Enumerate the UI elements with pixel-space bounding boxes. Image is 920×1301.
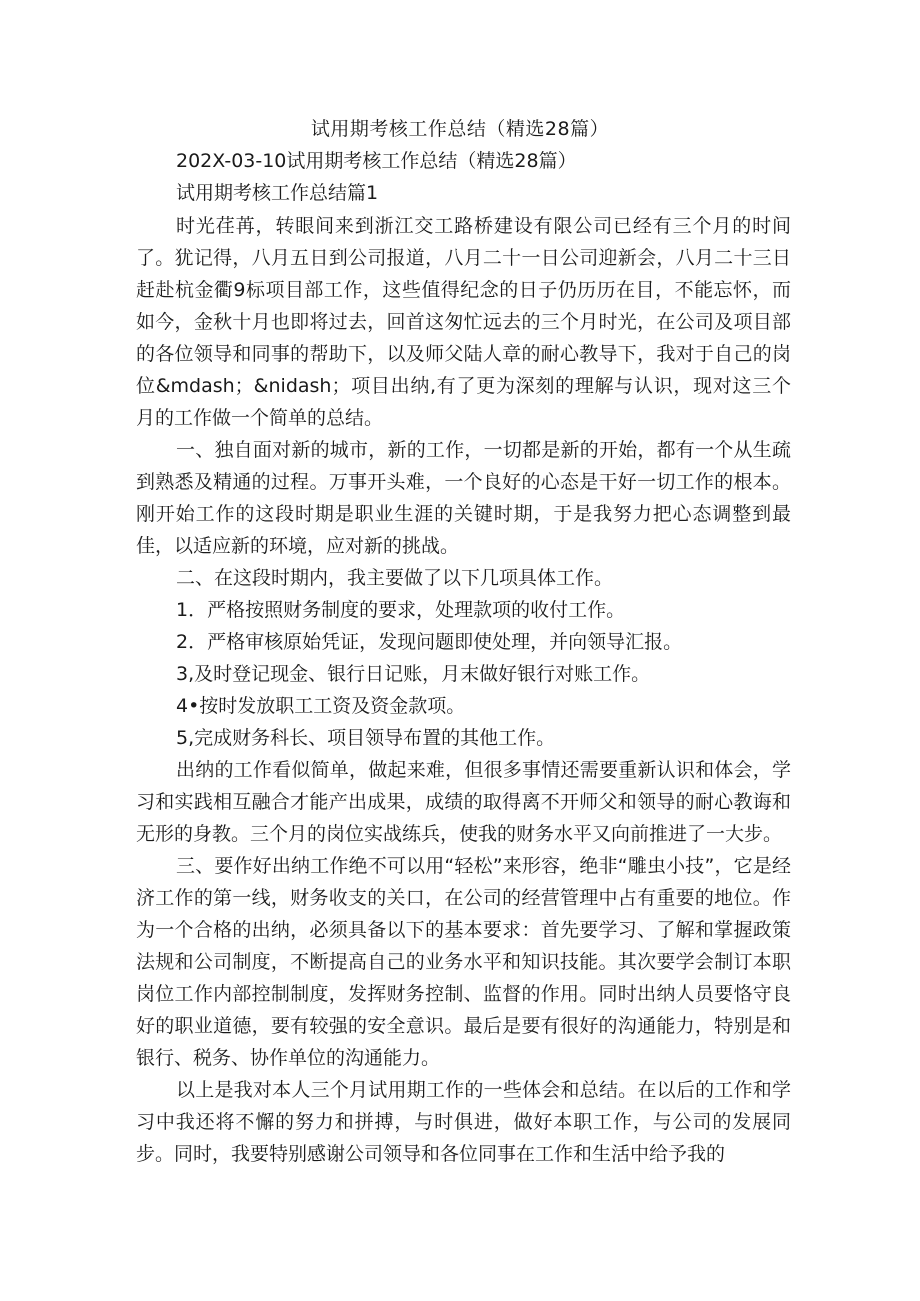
document-title: 试用期考核工作总结（精选28篇） — [310, 118, 610, 140]
list-item: 4•按时发放职工工资及资金款项。 — [176, 695, 466, 717]
paragraph-intro: 时光荏苒，转眼间来到浙江交工路桥建设有限公司已经有三个月的时间了。犹记得，八月五日到公司报道，八月二十一日公司迎新会，八月二十三日赶赴杭金衢9标项目部工作，这些值得纪念的日子仍历历在目，不能忘怀，而如今，金秋十月也即将过去，回首这匆忙远去的三个月时光，在公司及项目部的各位领导和同事的帮助下，以及师父陆人章的耐心教导下，我对于自己的岗位&mdash；&nidash；项目出纳,有了更为深刻的理解与认识，现对这三个月的工作做一个简单的总结。 — [136, 215, 791, 429]
document-subtitle: 202X-03-10试用期考核工作总结（精选28篇） — [176, 150, 577, 172]
paragraph-reflection: 出纳的工作看似简单，做起来难，但很多事情还需要重新认识和体会，学习和实践相互融合才能产出成果，成绩的取得离不开师父和领导的耐心教诲和无形的身教。三个月的岗位实战练兵，使我的财务水平又向前推进了一大步。 — [136, 759, 791, 845]
paragraph-conclusion: 以上是我对本人三个月试用期工作的一些体会和总结。在以后的工作和学习中我还将不懈的努力和拼搏，与时俱进，做好本职工作，与公司的发展同步。同时，我要特别感谢公司领导和各位同事在工作和生活中给予我的 — [136, 1079, 791, 1165]
list-item: 2．严格审核原始凭证，发现问题即使处理，并向领导汇报。 — [176, 631, 683, 653]
list-item: 3,及时登记现金、银行日记账，月末做好银行对账工作。 — [176, 663, 651, 685]
paragraph-part-three: 三、要作好出纳工作绝不可以用“轻松”来形容，绝非“雕虫小技”，它是经济工作的第一线，财务收支的关口，在公司的经营管理中占有重要的地位。作为一个合格的出纳，必须具备以下的基本要求：首先要学习、了解和掌握政策法规和公司制度，不断提高自己的业务水平和知识技能。其次要学会制订本职岗位工作内部控制制度，发挥财务控制、监督的作用。同时出纳人员要恪守良好的职业道德，要有较强的安全意识。最后是要有很好的沟通能力，特别是和银行、税务、协作单位的沟通能力。 — [136, 855, 791, 1069]
list-item: 5,完成财务科长、项目领导布置的其他工作。 — [176, 727, 556, 749]
document-body — [136, 210, 791, 1170]
paragraph-part-one: 一、独自面对新的城市，新的工作，一切都是新的开始，都有一个从生疏到熟悉及精通的过程。万事开头难，一个良好的心态是干好一切工作的根本。刚开始工作的这段时期是职业生涯的关键时期，于是我努力把心态调整到最佳，以适应新的环境，应对新的挑战。 — [136, 439, 791, 557]
list-item: 1．严格按照财务制度的要求，处理款项的收付工作。 — [176, 599, 626, 621]
paragraph-part-two: 二、在这段时期内，我主要做了以下几项具体工作。 — [176, 567, 614, 589]
section-heading: 试用期考核工作总结篇1 — [176, 182, 379, 204]
